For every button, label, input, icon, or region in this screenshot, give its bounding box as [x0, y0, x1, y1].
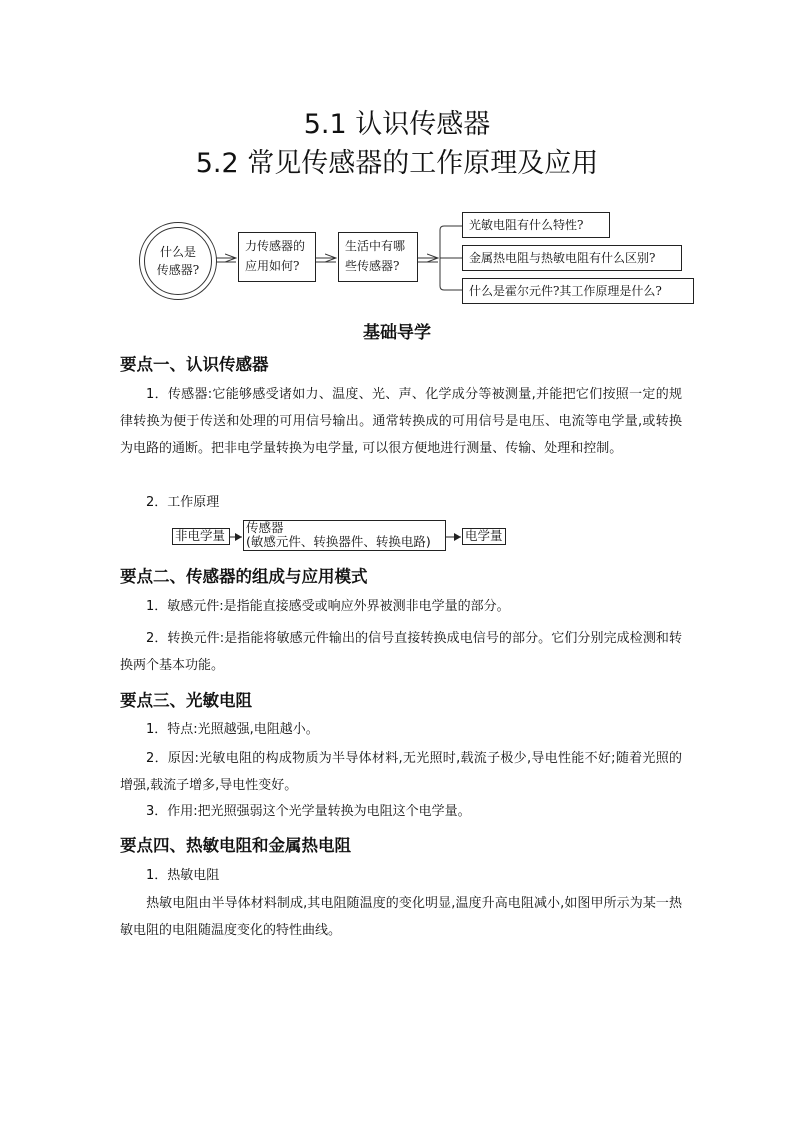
point-1-heading: 要点一、认识传感器 [120, 355, 269, 374]
point-1-para-1 [120, 381, 682, 462]
point-3-para-1 [120, 716, 682, 743]
flow-sensor-box [243, 520, 446, 551]
section-title: 基础导学 [363, 323, 431, 343]
point-3-para-3-text: 3．作用:把光照强弱这个光学量转换为电阻这个电学量。 [146, 804, 471, 819]
point-1-para-2 [120, 489, 682, 516]
concept-question-1: 光敏电阻有什么特性? [462, 212, 610, 238]
point-1-para-1-text: 1．传感器:它能够感受诸如力、温度、光、声、化学成分等被测量,并能把它们按照一定的规律转换为便于传送和处理的可用信号输出。通常转换成的可用信号是电压、电流等电学量,或转换为电路的通断。把非电学量转换为电学量, 可以很方便地进行测量、传输、处理和控制。 [120, 387, 682, 456]
concept-step-1-line-1: 力传感器的 [245, 239, 306, 253]
concept-start-line-1: 什么是 [159, 245, 196, 259]
flow-sensor-components: (敏感元件、转换器件、转换电路) [246, 534, 431, 549]
point-4-heading: 要点四、热敏电阻和金属热电阻 [120, 836, 351, 855]
concept-step-2-line-2: 些传感器? [345, 259, 400, 273]
flow-output-box: 电学量 [462, 528, 506, 545]
point-4-para-1 [120, 862, 682, 889]
point-2-para-2-text: 2．转换元件:是指能将敏感元件输出的信号直接转换成电信号的部分。它们分别完成检测和转换两个基本功能。 [120, 631, 682, 673]
point-2-para-1 [120, 593, 682, 620]
point-2-para-2 [120, 625, 682, 679]
point-3-heading: 要点三、光敏电阻 [120, 691, 252, 710]
concept-start-circle [139, 222, 217, 300]
concept-step-2-line-1: 生活中有哪 [345, 239, 406, 253]
point-4-para-2-text: 热敏电阻由半导体材料制成,其电阻随温度的变化明显,温度升高电阻减小,如图甲所示为某一热敏电阻的电阻随温度变化的特性曲线。 [120, 896, 682, 938]
point-1-para-2-text: 2．工作原理 [146, 495, 220, 510]
concept-step-force-sensor [238, 232, 316, 282]
concept-step-1-line-2: 应用如何? [245, 259, 300, 273]
flow-input-box: 非电学量 [172, 528, 230, 545]
title-line-1: 5.1 认识传感器 [303, 109, 491, 140]
title-line-2: 5.2 常见传感器的工作原理及应用 [195, 148, 599, 179]
concept-question-2: 金属热电阻与热敏电阻有什么区别? [462, 245, 682, 271]
point-3-para-1-text: 1．特点:光照越强,电阻越小。 [146, 722, 319, 737]
point-2-para-1-text: 1．敏感元件:是指能直接感受或响应外界被测非电学量的部分。 [146, 599, 510, 614]
point-3-para-2 [120, 745, 682, 799]
point-4-para-1-text: 1．热敏电阻 [146, 868, 220, 883]
point-4-para-2 [120, 890, 682, 944]
point-3-para-2-text: 2．原因:光敏电阻的构成物质为半导体材料,无光照时,载流子极少,导电性能不好;随着光照的增强,载流子增多,导电性变好。 [120, 751, 682, 793]
concept-step-life-sensors [338, 232, 418, 282]
point-3-para-3 [120, 798, 682, 825]
concept-question-3: 什么是霍尔元件?其工作原理是什么? [462, 278, 694, 304]
concept-start-line-2: 传感器? [156, 263, 200, 277]
point-2-heading: 要点二、传感器的组成与应用模式 [120, 567, 368, 586]
concept-start-label [144, 227, 212, 295]
flow-sensor-label: 传感器 [246, 520, 284, 535]
